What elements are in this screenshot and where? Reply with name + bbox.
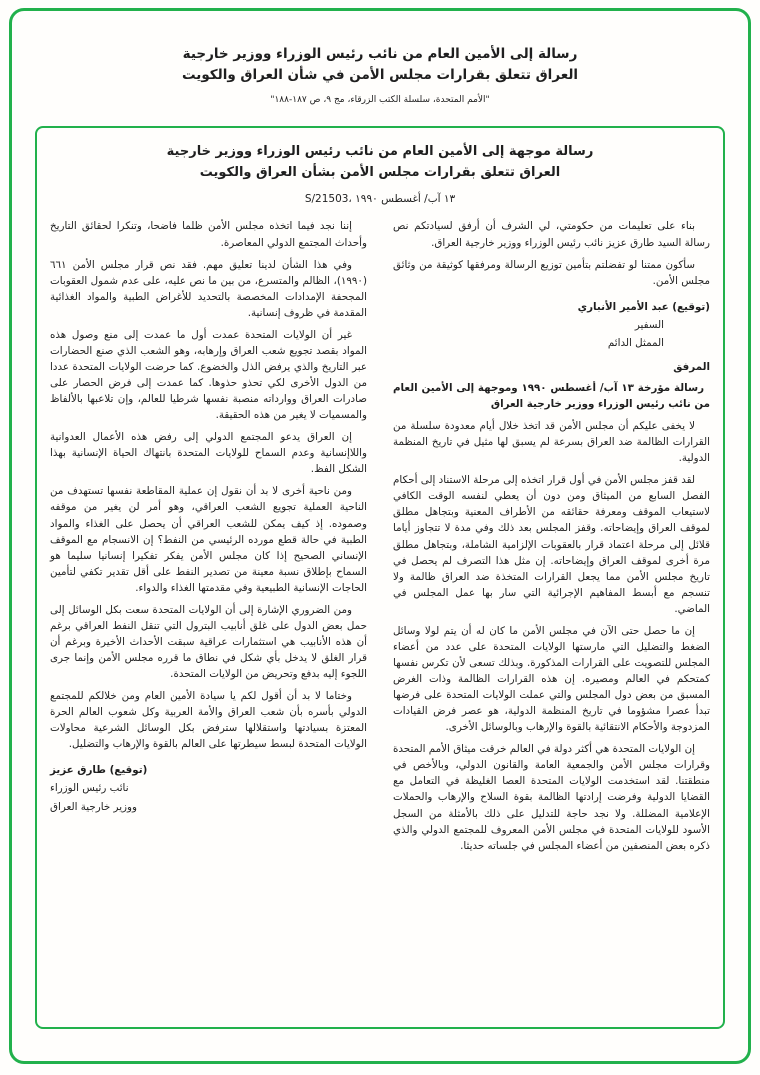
paragraph: لا يخفى عليكم أن مجلس الأمن قد اتخذ خلال أيام معدودة سلسلة من القرارات الظالمة ضد العراق بسرعة لم يسبق لها مثيل في تاريخ المنظمة الدولية. [393,420,710,465]
paragraph: غير أن الولايات المتحدة عمدت أول ما عمدت إلى منع وصول هذه المواد بقصد تجويع شعب العراق وإرهابه، وهو الشعب الذي صنع الحضارات عبر التاريخ والذي يرفض الذل والخضوع. كما حرضت الولايات المتحدة عددا من الدول الأخرى لكي تحذو حذوها. كما عمدت إلى فرض الحصار على صادرات العراق ووارداته منصبة نفسها شرطيا للعالم، وإن تلاعبها بالألفاظ والمسميات لا يغير من هذه الحقيقة. [50,328,367,422]
paragraph: إن الولايات المتحدة هي أكثر دولة في العالم خرقت ميثاق الأمم المتحدة وقرارات مجلس الأمن والجمعية العامة والقانون الدولي، وبالأخص في منطقتنا. لقد استخدمت الولايات المتحدة العصا الغليظة في التعامل مع القضايا الدولية وفرضت إرادتها الظالمة بقوة السلاح والإرهاب والحملات الإعلامية المضللة. ولا نجد حاجة للتدليل على ذلك بالأمثلة من السجل الأسود للولايات المتحدة في مجلس الأمن المعروف للمجتمع الدولي والذي ذكره بعض المنصفين من أعضاء المجلس في جلساته حديثا. [393,743,710,852]
column-left [50,218,367,859]
header-title-line2: العراق تتعلق بقرارات مجلس الأمن في شأن العراق والكويت [181,66,579,83]
paragraph: سأكون ممتنا لو تفضلتم بتأمين توزيع الرسالة ومرفقها كوثيقة من وثائق مجلس الأمن. [393,258,710,287]
paragraph: وختاما لا بد أن أقول لكم يا سيادة الأمين العام ومن خلالكم للمجتمع الدولي بأسره بأن شعب العراق والأمة العربية وكل شعوب العالم الحرة المعتزة بسيادتها واستقلالها سترفض بكل الوسائل الشرعية محاولات الولايات المتحدة لبسط سيطرتها على العالم بالقوة والإرهاب والتضليل. [50,690,367,751]
document-box [35,126,725,1029]
annex-subtitle: رسالة مؤرخة ١٣ آب/ أغسطس ١٩٩٠ وموجهة إلى الأمين العام من نائب رئيس الوزراء ووزير خارجية العراق [393,381,710,410]
signature-name: (توقيع) طارق عزيز [50,764,148,777]
paragraph: ومن ناحية أخرى لا بد أن نقول إن عملية المقاطعة نفسها تستهدف من الناحية العملية تجويع الشعب العراقي، وهو أمر لن يغير من موقفه وصموده. إذ كيف يمكن للشعب العراقي أن يحصل على الغذاء والمواد الطبية في حالة قطع مورده الرئيسي من النفط؟ إن الانسجام مع الموقف الإنساني الصحيح إذا كان مجلس الأمن يفكر تفكيرا إنسانيا سليما هو السماح بإطلاق نسبة معينة من تصدير النفط على أقل تقدير تكفي لتأمين الحاجات الإنسانية الطبيعية وفي مقدمتها الغذاء والدواء. [50,485,367,594]
paragraph: إن العراق يدعو المجتمع الدولي إلى رفض هذه الأعمال العدوانية واللاإنسانية وعدم السماح للولايات المتحدة بانتهاك الحياة الإنسانية بهذا الشكل الفظ. [50,431,367,476]
signature-title: السفير [634,318,664,331]
paragraph: إن ما حصل حتى الآن في مجلس الأمن ما كان له أن يتم لولا وسائل الضغط والتضليل التي مارستها الولايات المتحدة على عدد من أعضاء المجلس للتصويت على القرارات المذكورة. وبذلك تسعى لأن تكرس نفسها كمتحكم في العالم ومصيره. إن هذه القرارات الظالمة وذات الغرض المسبق من بعض دول المجلس والتي عملت الولايات المتحدة على فرضها تبدأ عصرا مشؤوما في تاريخ المنظمة الدولية، هو عصر فرض القيادات المزدوجة والأحكام الانتقائية بالقوة والإرهاب وبالوسائل الأخرى. [393,624,710,734]
two-column-text [50,218,710,859]
document-title-line2: العراق تتعلق بقرارات مجلس الأمن بشأن العراق والكويت [199,164,561,180]
paragraph: إننا نجد فيما اتخذه مجلس الأمن ظلما فاضحا، وتنكرا لحقائق التاريخ وأحداث المجتمع الدولي المعاصرة. [50,220,367,249]
paragraph: ومن الضروري الإشارة إلى أن الولايات المتحدة سعت بكل الوسائل إلى حمل بعض الدول على غلق أنابيب البترول التي تنقل النفط العراقي برغم أن هذه الأنابيب هي استثمارات عراقية سبقت الأحداث الأخيرة وبرغم أن قرار الغلق لا يدخل بأي شكل في نطاق ما قرره مجلس الأمن وإنما جرى اللجوء إليه بدفع وتحريض من الولايات المتحدة. [50,603,367,681]
page-header [0,0,760,105]
document-title-line1: رسالة موجهة إلى الأمين العام من نائب رئيس الوزراء ووزير خارجية [166,143,594,159]
signature-title: الممثل الدائم [607,336,664,349]
annex-heading: المرفق [673,360,710,373]
signature-title: ووزير خارجية العراق [50,800,137,813]
paragraph: بناء على تعليمات من حكومتي، لي الشرف أن أرفق لسيادتكم نص رسالة السيد طارق عزيز نائب رئيس الوزراء ووزير خارجية العراق. [393,220,710,249]
header-source-note: "الأمم المتحدة، سلسلة الكتب الزرقاء، مج ٩، ص ١٨٧-١٨٨" [270,94,490,105]
signature-title: نائب رئيس الوزراء [50,782,129,795]
signature-name: (توقيع) عبد الأمير الأنباري [577,300,710,313]
column-right [393,218,710,859]
header-title-line1: رسالة إلى الأمين العام من نائب رئيس الوزراء ووزير خارجية [182,46,578,62]
paragraph: وفي هذا الشأن لدينا تعليق مهم. فقد نص قرار مجلس الأمن ٦٦١ (١٩٩٠)، الظالم والمتسرع، من بين ما نص عليه، على عدم شمول العقوبات المجحفة الإمدادات المخصصة بالتحديد للأغراض الطبية والمواد الغذائية المقدمة في ظروف إنسانية. [50,258,367,319]
paragraph: لقد قفز مجلس الأمن في أول قرار اتخذه إلى مرحلة الاستناد إلى أحكام الفصل السابع من الميثاق ومن دون أن يعطي لنفسه الوقت الكافي لاستيعاب الموقف ومعرفة حقائقه من الأطراف المعنية وبتجاهل مطلق لموقف العراق وإيضاحاته. وقفز المجلس بعد ذلك وفي مدة لا تتجاوز أياما قلائل إلى مرحلة اعتماد قرار بالعقوبات الإلزامية الشاملة، وبتجاهل مطلق مرة أخرى لموقف العراق وإيضاحاته. إن مثل هذا التصرف لم يحصل في تاريخ مجلس الأمن مما يجعل القرارات المتخذة ضد العراق ظالمة ولا تنسجم مع أبسط المفاهيم الإجرائية التي سار بها عمل المجلس في الماضي. [393,474,710,615]
document-reference: S/21503، ١٣ آب/ أغسطس ١٩٩٠ [304,193,456,206]
document-title [50,142,710,184]
